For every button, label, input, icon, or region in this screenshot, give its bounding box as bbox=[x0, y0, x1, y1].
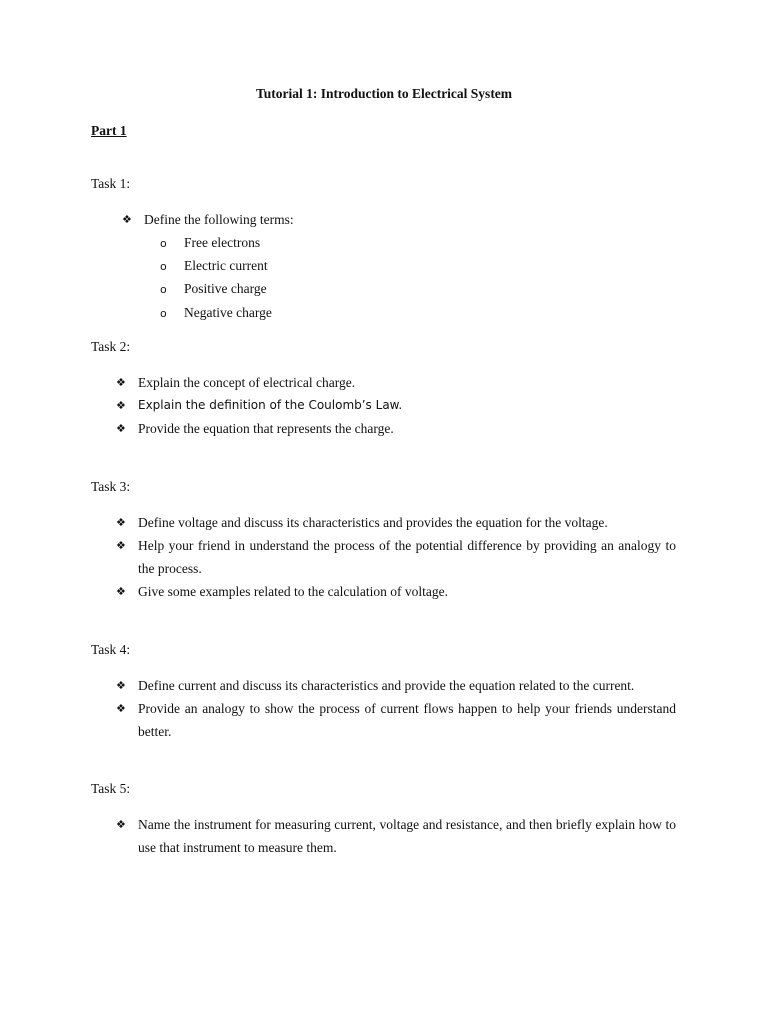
bullet-text: Explain the concept of electrical charge. bbox=[138, 375, 356, 390]
task-2-bullet-3 bbox=[116, 417, 676, 440]
task-1-sub-item-1 bbox=[160, 231, 260, 255]
bullet-text: Define voltage and discuss its characteristics and provides the equation for the voltage. bbox=[138, 515, 608, 530]
task-5-bullet-1 bbox=[116, 813, 676, 859]
task-4-bullet-1 bbox=[116, 674, 676, 697]
circle-bullet-icon: o bbox=[160, 237, 167, 250]
diamond-bullet-icon: ❖ bbox=[116, 818, 126, 831]
bullet-text: Give some examples related to the calculation of voltage. bbox=[138, 584, 449, 599]
part-heading: Part 1 bbox=[91, 123, 127, 138]
diamond-bullet-icon: ❖ bbox=[116, 679, 126, 692]
bullet-text: Provide the equation that represents the charge. bbox=[138, 421, 394, 436]
task-2-heading: Task 2: bbox=[91, 339, 131, 354]
diamond-bullet-icon: ❖ bbox=[116, 702, 126, 715]
task-1-sub-item-2 bbox=[160, 254, 268, 278]
diamond-bullet-icon: ❖ bbox=[116, 376, 126, 389]
bullet-text: Provide an analogy to show the process of current flows happen to help your friends understand better. bbox=[138, 701, 676, 739]
circle-bullet-icon: o bbox=[160, 307, 167, 320]
page-title: Tutorial 1: Introduction to Electrical System bbox=[255, 86, 513, 101]
diamond-bullet-icon: ❖ bbox=[122, 213, 132, 226]
bullet-text: Define current and discuss its characteristics and provide the equation related to the current. bbox=[138, 678, 635, 693]
sub-item-text: Positive charge bbox=[184, 281, 267, 296]
task-5-heading: Task 5: bbox=[91, 781, 131, 796]
diamond-bullet-icon: ❖ bbox=[116, 399, 126, 412]
diamond-bullet-icon: ❖ bbox=[116, 422, 126, 435]
task-3-heading: Task 3: bbox=[91, 479, 131, 494]
diamond-bullet-icon: ❖ bbox=[116, 516, 126, 529]
task-4-bullet-2 bbox=[116, 697, 676, 743]
task-4-heading: Task 4: bbox=[91, 642, 131, 657]
sub-item-text: Negative charge bbox=[184, 305, 272, 320]
task-2-bullet-2 bbox=[116, 394, 676, 417]
bullet-text: Name the instrument for measuring current, voltage and resistance, and then briefly explain how to use that instrument to measure them. bbox=[138, 817, 676, 855]
task-1-bullet-1 bbox=[116, 208, 676, 231]
sub-item-text: Free electrons bbox=[184, 235, 261, 250]
diamond-bullet-icon: ❖ bbox=[116, 585, 126, 598]
circle-bullet-icon: o bbox=[160, 260, 167, 273]
diamond-bullet-icon: ❖ bbox=[116, 539, 126, 552]
task-3-bullet-2 bbox=[116, 534, 676, 580]
bullet-text: Define the following terms: bbox=[144, 212, 294, 227]
task-1-heading: Task 1: bbox=[91, 176, 131, 191]
task-3-bullet-3 bbox=[116, 580, 676, 603]
task-3-bullet-1 bbox=[116, 511, 676, 534]
task-1-sub-item-4 bbox=[160, 301, 272, 325]
task-1-sub-item-3 bbox=[160, 277, 267, 301]
sub-item-text: Electric current bbox=[184, 258, 268, 273]
bullet-text: Explain the definition of the Coulomb’s Law. bbox=[138, 398, 403, 412]
circle-bullet-icon: o bbox=[160, 283, 167, 296]
task-2-bullet-1 bbox=[116, 371, 676, 394]
bullet-text: Help your friend in understand the process of the potential difference by providing an analogy to the process. bbox=[138, 538, 676, 576]
